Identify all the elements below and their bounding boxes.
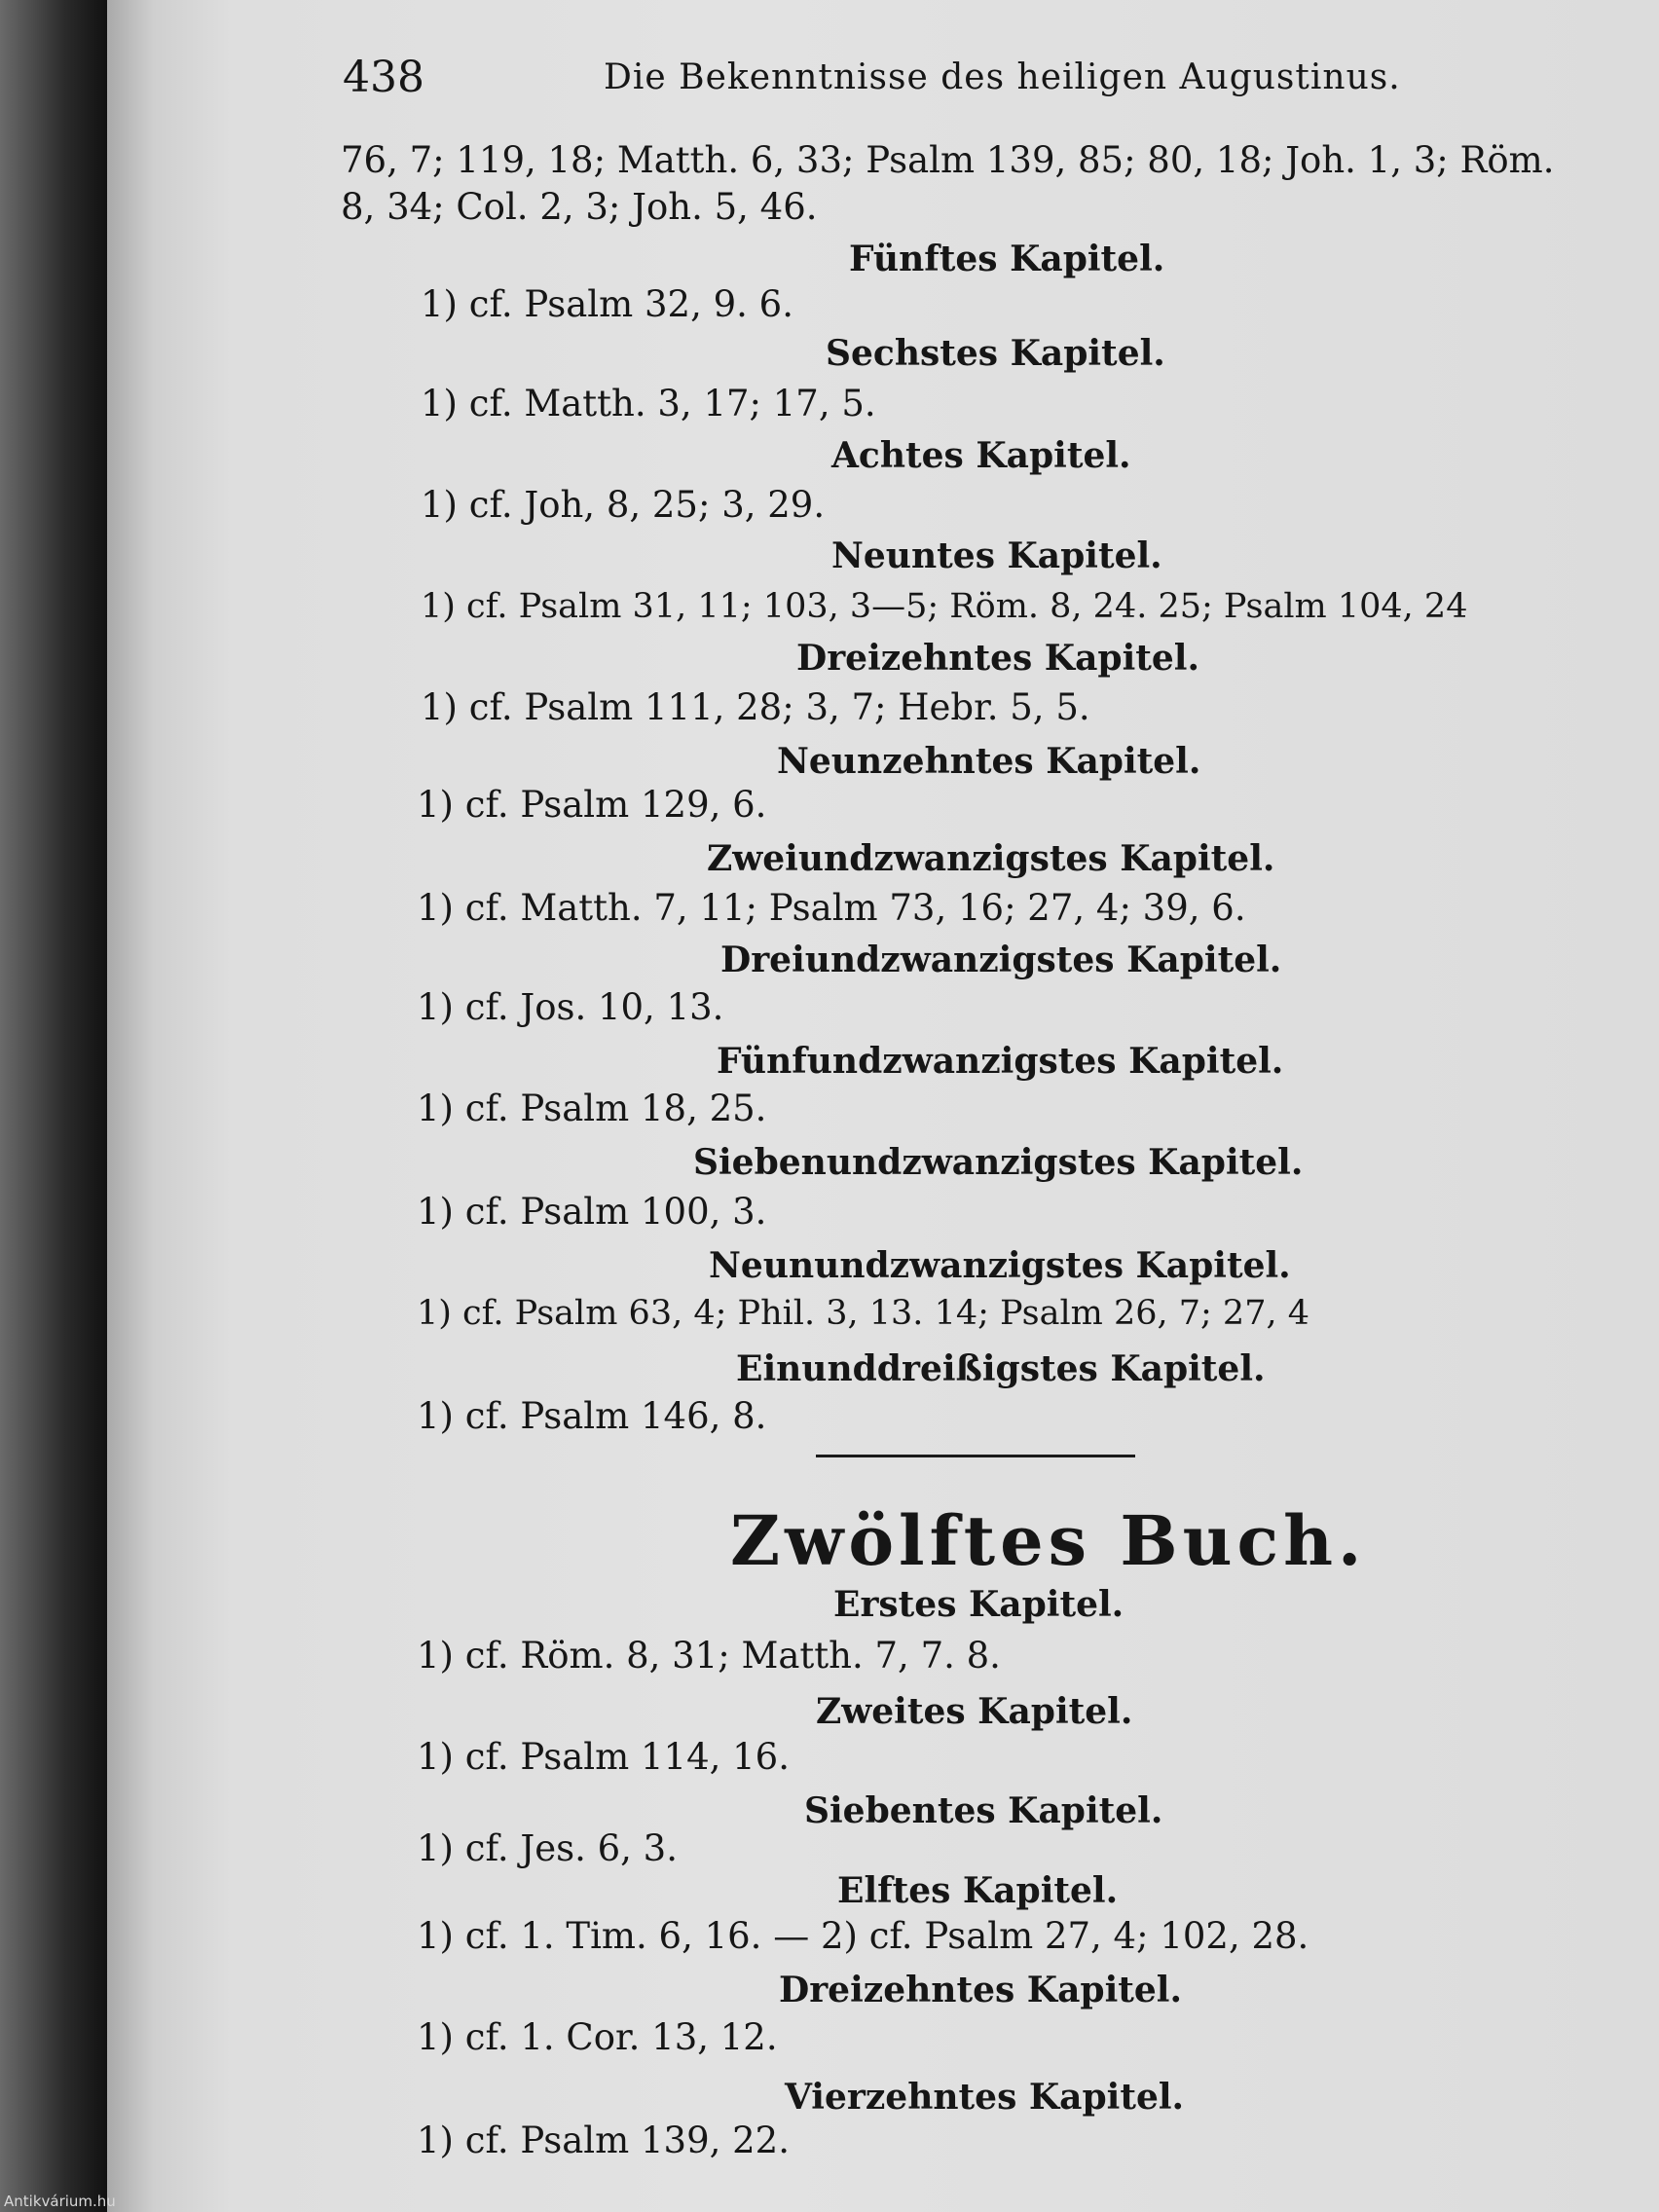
intro-line: 76, 7; 119, 18; Matth. 6, 33; Psalm 139, 85; 80, 18; Joh. 1, 3; Röm.	[341, 139, 1555, 181]
chapter-heading: Siebentes Kapitel.	[804, 1790, 1163, 1831]
chapter-note: 1) cf. Röm. 8, 31; Matth. 7, 7. 8.	[417, 1635, 1001, 1677]
chapter-heading: Neuntes Kapitel.	[831, 535, 1162, 576]
chapter-heading: Dreizehntes Kapitel.	[779, 1970, 1182, 2010]
chapter-heading: Achtes Kapitel.	[831, 435, 1131, 476]
watermark: Antikvárium.hu	[4, 2193, 116, 2210]
chapter-note: 1) cf. Psalm 139, 22.	[417, 2120, 790, 2161]
chapter-heading: Fünftes Kapitel.	[849, 239, 1165, 279]
chapter-note: 1) cf. Jos. 10, 13.	[417, 986, 724, 1028]
chapter-note: 1) cf. Matth. 7, 11; Psalm 73, 16; 27, 4; 39, 6.	[417, 887, 1246, 929]
chapter-note: 1) cf. Matth. 3, 17; 17, 5.	[421, 383, 876, 424]
chapter-heading: Neunzehntes Kapitel.	[777, 741, 1201, 782]
chapter-note: 1) cf. Psalm 146, 8.	[417, 1395, 767, 1437]
book-spine	[0, 0, 107, 2212]
chapter-heading: Neunundzwanzigstes Kapitel.	[709, 1245, 1291, 1286]
chapter-note: 1) cf. Psalm 32, 9. 6.	[421, 283, 793, 325]
chapter-heading: Dreiundzwanzigstes Kapitel.	[720, 940, 1282, 980]
chapter-note: 1) cf. Psalm 111, 28; 3, 7; Hebr. 5, 5.	[421, 686, 1090, 728]
chapter-note: 1) cf. Psalm 114, 16.	[417, 1736, 790, 1778]
chapter-heading: Fünfundzwanzigstes Kapitel.	[717, 1041, 1284, 1082]
chapter-heading: Zweiundzwanzigstes Kapitel.	[707, 838, 1275, 879]
chapter-note: 1) cf. Psalm 100, 3.	[417, 1191, 767, 1233]
chapter-note: 1) cf. Psalm 63, 4; Phil. 3, 13. 14; Psalm 26, 7; 27, 4	[417, 1294, 1309, 1333]
running-head: Die Bekenntnisse des heiligen Augustinus.	[604, 57, 1401, 97]
chapter-note: 1) cf. Psalm 18, 25.	[417, 1088, 767, 1129]
intro-line: 8, 34; Col. 2, 3; Joh. 5, 46.	[341, 186, 818, 228]
chapter-note: 1) cf. 1. Tim. 6, 16. — 2) cf. Psalm 27, 4; 102, 28.	[417, 1915, 1309, 1957]
chapter-heading: Siebenundzwanzigstes Kapitel.	[693, 1142, 1304, 1183]
chapter-note: 1) cf. Jes. 6, 3.	[417, 1827, 678, 1869]
chapter-note: 1) cf. 1. Cor. 13, 12.	[417, 2016, 778, 2058]
chapter-note: 1) cf. Joh, 8, 25; 3, 29.	[421, 484, 826, 526]
chapter-heading: Erstes Kapitel.	[833, 1584, 1124, 1625]
page-number: 438	[343, 53, 424, 102]
chapter-heading: Zweites Kapitel.	[816, 1691, 1133, 1732]
book-title: Zwölftes Buch.	[730, 1500, 1367, 1581]
section-divider	[816, 1455, 1135, 1457]
chapter-heading: Vierzehntes Kapitel.	[785, 2077, 1185, 2118]
chapter-heading: Sechstes Kapitel.	[826, 333, 1165, 374]
chapter-heading: Dreizehntes Kapitel.	[796, 638, 1199, 679]
chapter-heading: Einunddreißigstes Kapitel.	[736, 1348, 1266, 1389]
chapter-note: 1) cf. Psalm 129, 6.	[417, 784, 767, 826]
chapter-note: 1) cf. Psalm 31, 11; 103, 3—5; Röm. 8, 24. 25; Psalm 104, 24	[421, 587, 1468, 626]
chapter-heading: Elftes Kapitel.	[837, 1870, 1119, 1911]
